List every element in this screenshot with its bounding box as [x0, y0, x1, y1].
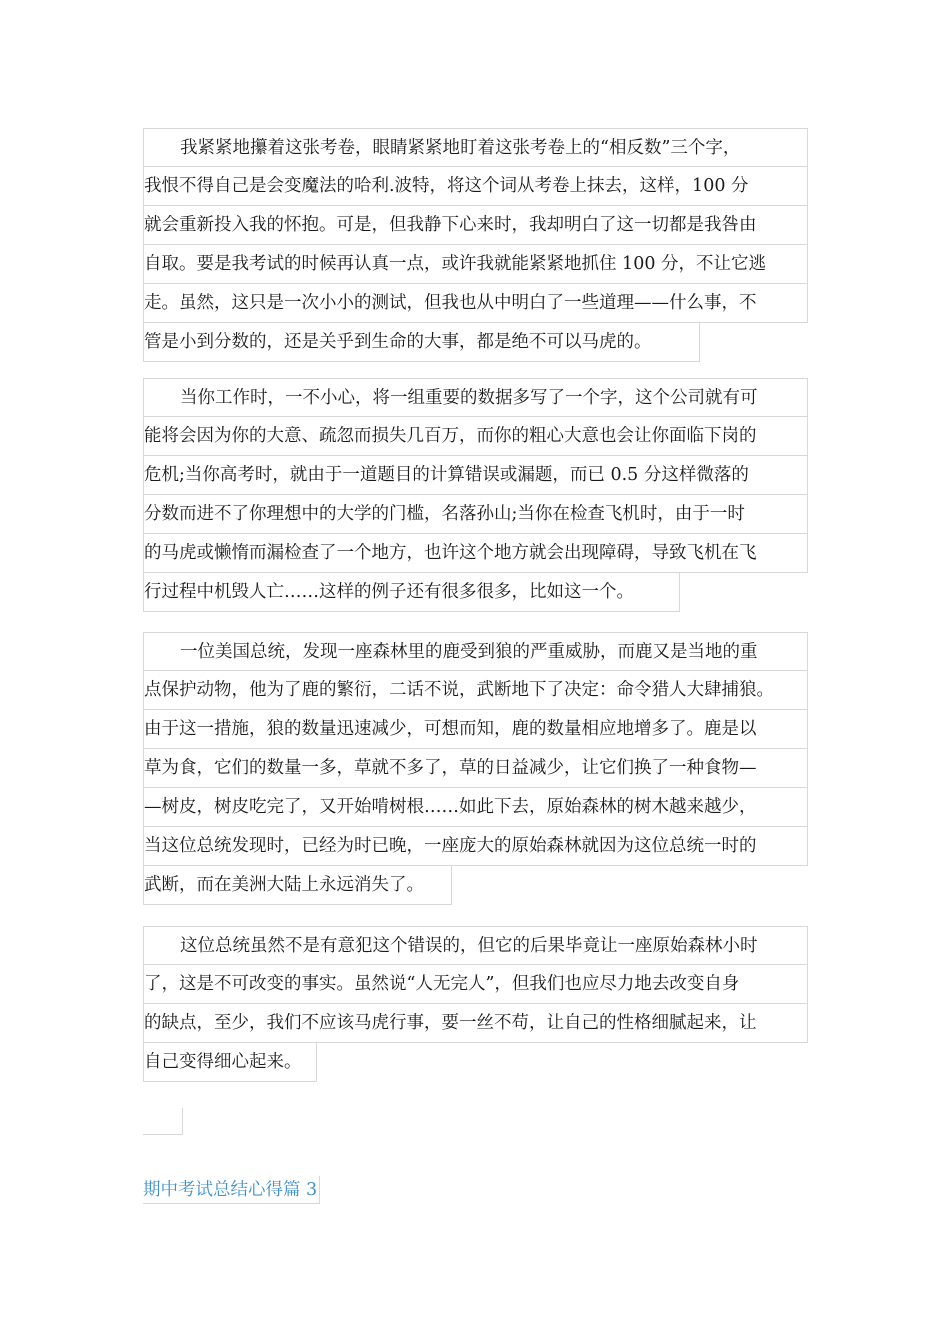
paragraph-line: 一位美国总统，发现一座森林里的鹿受到狼的严重威胁，而鹿又是当地的重 — [143, 632, 808, 671]
paragraph-line: 我紧紧地攥着这张考卷，眼睛紧紧地盯着这张考卷上的“相反数”三个字， — [143, 128, 808, 167]
paragraph-line: 草为食，它们的数量一多，草就不多了，草的日益减少，让它们换了一种食物— — [143, 749, 808, 788]
paragraph-1 — [143, 128, 808, 362]
paragraph-line: —树皮，树皮吃完了，又开始啃树根……如此下去，原始森林的树木越来越少， — [143, 788, 808, 827]
paragraph-line: 管是小到分数的，还是关乎到生命的大事，都是绝不可以马虎的。 — [143, 323, 700, 362]
paragraph-line: 自己变得细心起来。 — [143, 1043, 317, 1082]
paragraph-line: 当你工作时，一不小心，将一组重要的数据多写了一个字，这个公司就有可 — [143, 378, 808, 417]
paragraph-4 — [143, 926, 808, 1082]
paragraph-line: 武断，而在美洲大陆上永远消失了。 — [143, 866, 452, 905]
paragraph-line: 由于这一措施，狼的数量迅速减少，可想而知，鹿的数量相应地增多了。鹿是以 — [143, 710, 808, 749]
paragraph-line: 当这位总统发现时，已经为时已晚，一座庞大的原始森林就因为这位总统一时的 — [143, 827, 808, 866]
paragraph-line: 我恨不得自己是会变魔法的哈利.波特，将这个词从考卷上抹去，这样，100 分 — [143, 167, 808, 206]
paragraph-line: 能将会因为你的大意、疏忽而损失几百万，而你的粗心大意也会让你面临下岗的 — [143, 417, 808, 456]
paragraph-line: 自取。要是我考试的时候再认真一点，或许我就能紧紧地抓住 100 分，不让它逃 — [143, 245, 808, 284]
paragraph-line: 了，这是不可改变的事实。虽然说“人无完人”，但我们也应尽力地去改变自身 — [143, 965, 808, 1004]
empty-line-box — [143, 1108, 183, 1135]
paragraph-line: 点保护动物，他为了鹿的繁衍，二话不说，武断地下了决定：命令猎人大肆捕狼。 — [143, 671, 808, 710]
paragraph-3 — [143, 632, 808, 905]
paragraph-line: 分数而进不了你理想中的大学的门槛，名落孙山;当你在检查飞机时，由于一时 — [143, 495, 808, 534]
paragraph-line: 的马虎或懒惰而漏检查了一个地方，也许这个地方就会出现障碍，导致飞机在飞 — [143, 534, 808, 573]
section-heading-link[interactable]: 期中考试总结心得篇 3 — [143, 1176, 320, 1204]
paragraph-line: 走。虽然，这只是一次小小的测试，但我也从中明白了一些道理——什么事，不 — [143, 284, 808, 323]
paragraph-2 — [143, 378, 808, 612]
paragraph-line: 行过程中机毁人亡……这样的例子还有很多很多，比如这一个。 — [143, 573, 680, 612]
paragraph-line: 的缺点，至少，我们不应该马虎行事，要一丝不苟，让自己的性格细腻起来，让 — [143, 1004, 808, 1043]
paragraph-line: 这位总统虽然不是有意犯这个错误的，但它的后果毕竟让一座原始森林小时 — [143, 926, 808, 965]
paragraph-line: 就会重新投入我的怀抱。可是，但我静下心来时，我却明白了这一切都是我咎由 — [143, 206, 808, 245]
paragraph-line: 危机;当你高考时，就由于一道题目的计算错误或漏题，而已 0.5 分这样微落的 — [143, 456, 808, 495]
